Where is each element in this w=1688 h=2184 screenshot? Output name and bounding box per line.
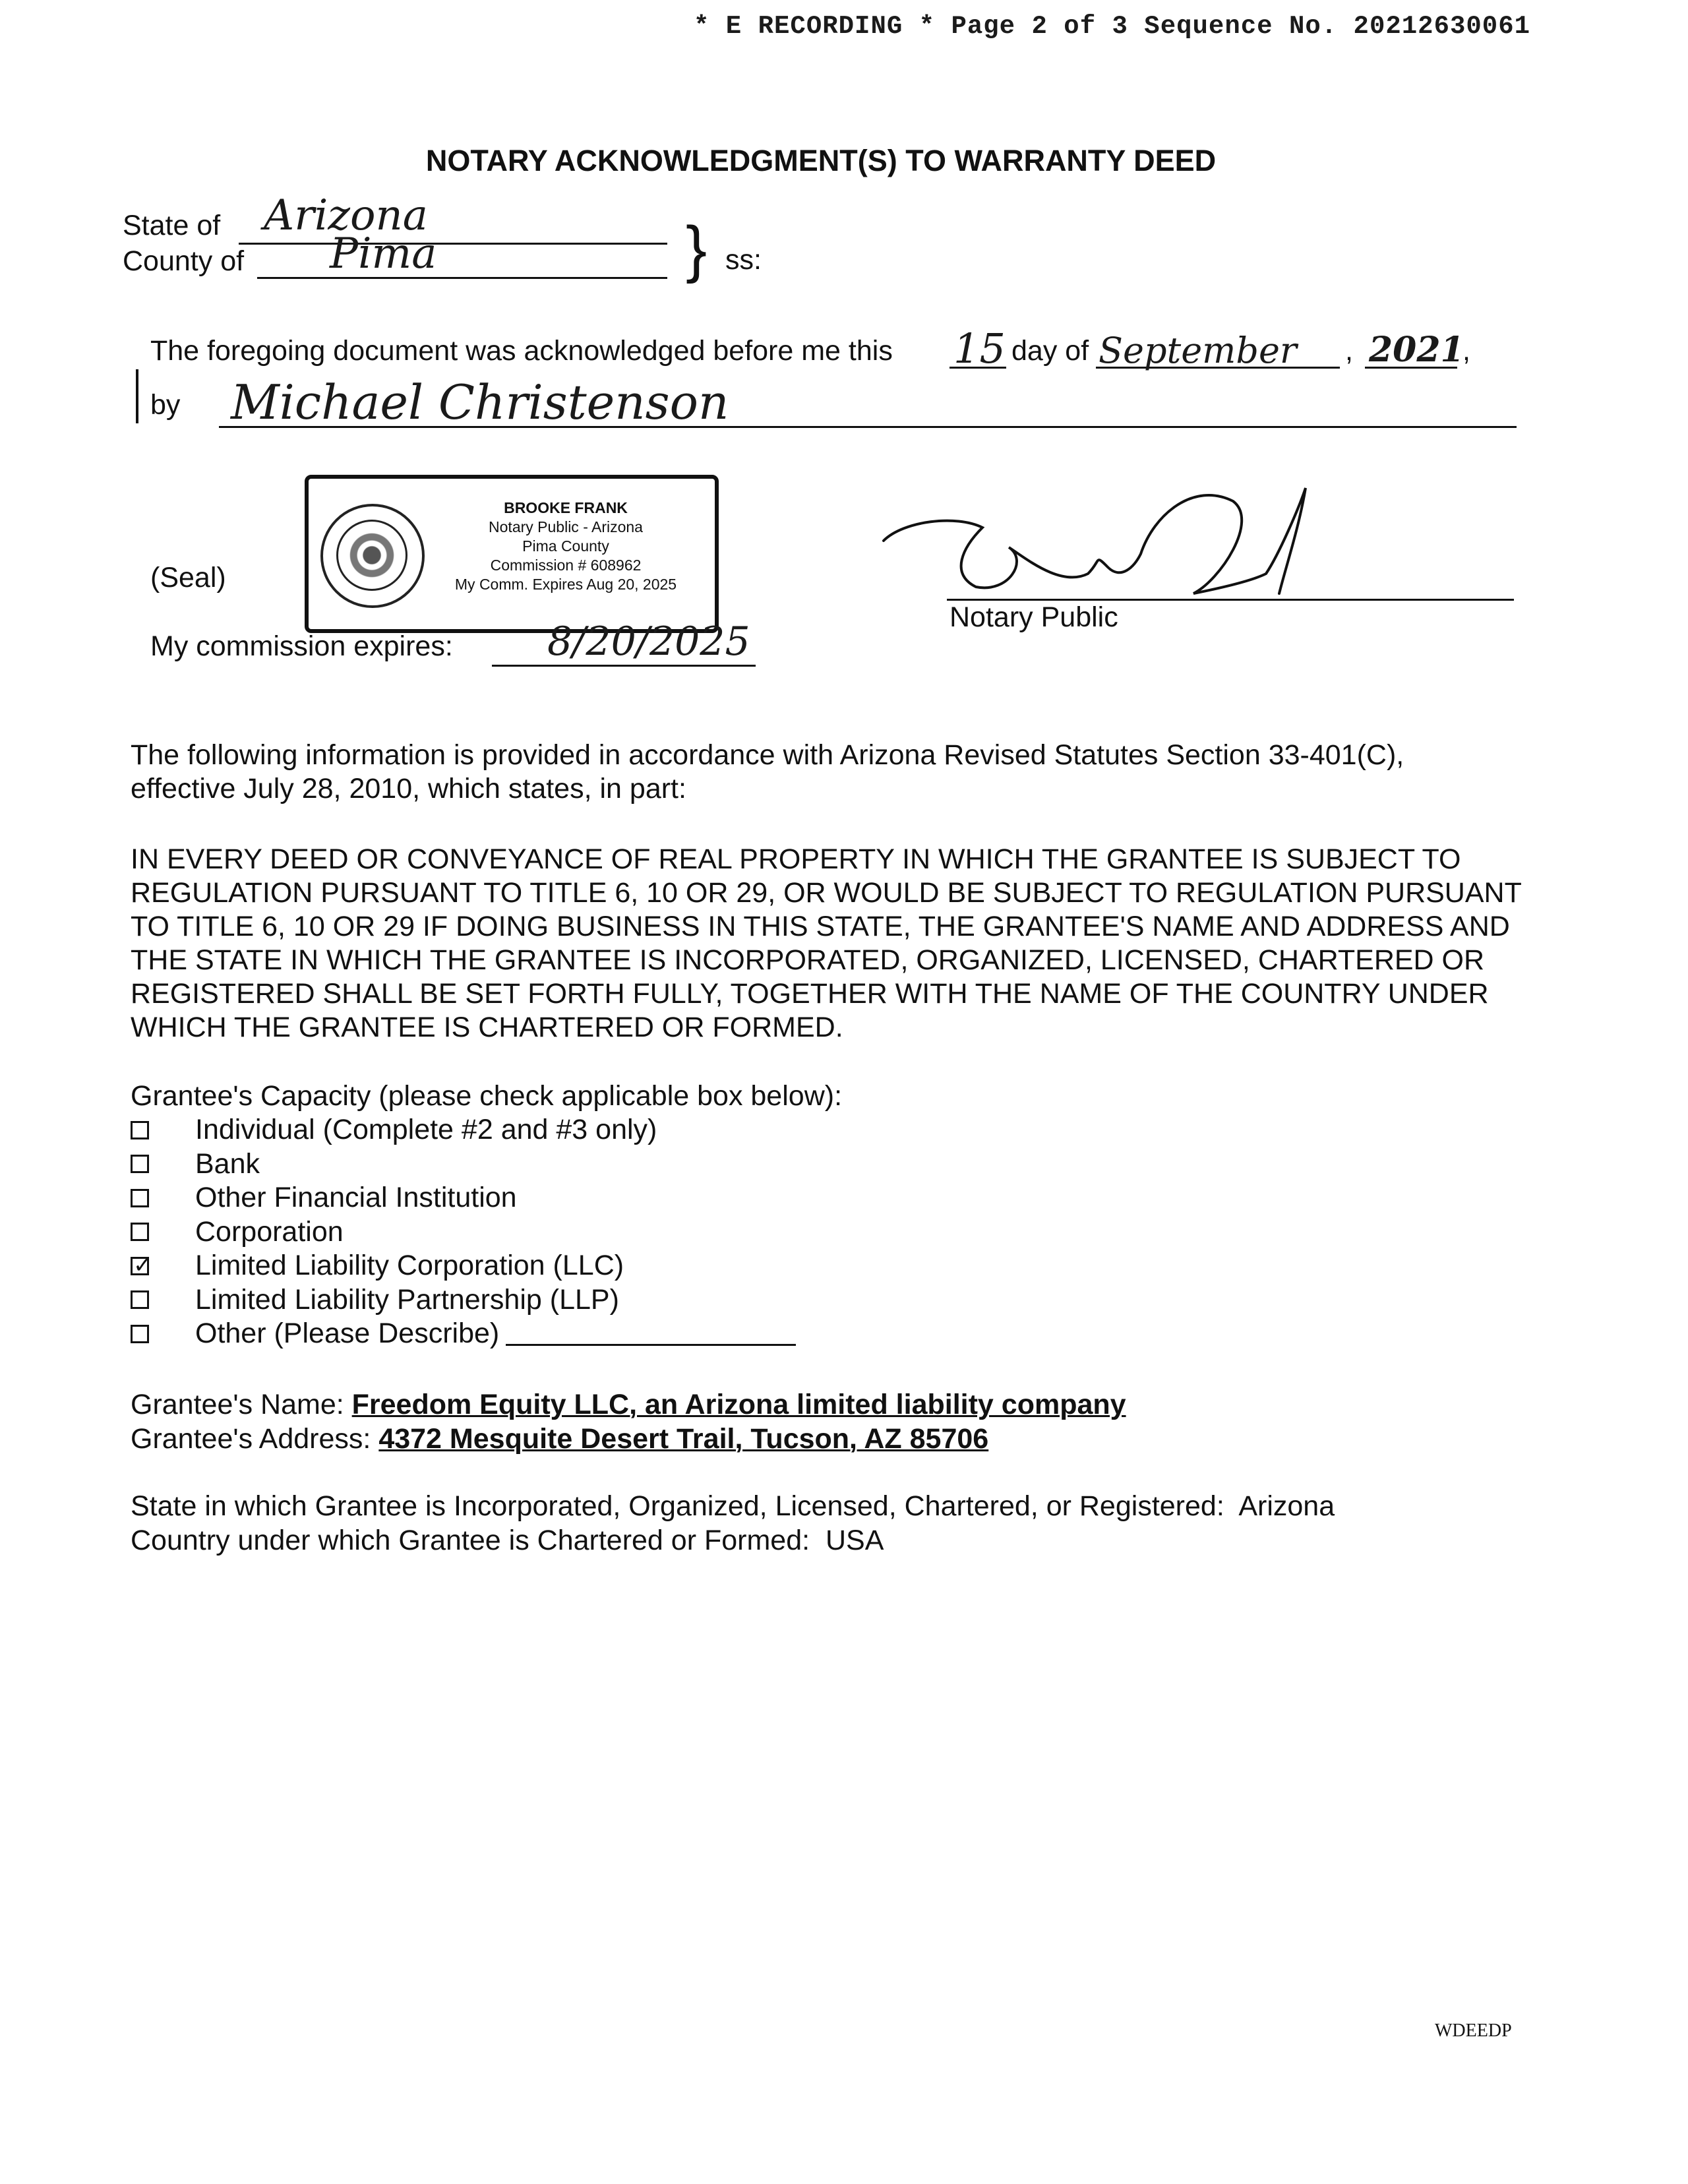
capacity-option-label: Other (Please Describe) <box>195 1318 500 1350</box>
statute-intro: The following information is provided in accordance with Arizona Revised Statutes Section 33-401(C), effective July 28, 2010, which states, in part: <box>131 739 1404 804</box>
grantee-state-value: Arizona <box>1238 1490 1335 1522</box>
capacity-heading: Grantee's Capacity (please check applicable box below): <box>131 1080 843 1112</box>
acknowledgment-sentence: The foregoing document was acknowledged before me this <box>150 335 893 367</box>
checkbox-other[interactable] <box>131 1325 149 1343</box>
day-of-label: day of <box>1011 335 1089 367</box>
capacity-option-label: Bank <box>195 1147 260 1180</box>
capacity-list <box>131 1113 796 1351</box>
capacity-option-individual <box>131 1113 796 1147</box>
stamp-notary-name: BROOKE FRANK <box>504 499 628 516</box>
capacity-option-bank <box>131 1147 796 1182</box>
stamp-text <box>434 499 698 594</box>
capacity-option-label: Other Financial Institution <box>195 1182 517 1214</box>
grantee-name-value: Freedom Equity LLC, an Arizona limited liability company <box>351 1389 1126 1420</box>
state-label: State of <box>123 210 221 241</box>
checkbox-individual[interactable] <box>131 1121 149 1139</box>
statute-quote: IN EVERY DEED OR CONVEYANCE OF REAL PROPERTY IN WHICH THE GRANTEE IS SUBJECT TO REGULATION PURSUANT TO TITLE 6, 10 OR 29, OR WOULD BE SUBJECT TO REGULATION PURSUANT TO TITLE 6, 10 OR 29 IF DOING BUSINESS IN THIS STATE, THE GRANTEE'S NAME AND ADDRESS AND THE STATE IN WHICH THE GRANTEE IS INCORPORATED, ORGANIZED, LICENSED, CHARTERED OR REGISTERED SHALL BE SET FORTH FULLY, TOGETHER WITH THE NAME OF THE COUNTRY UNDER WHICH THE GRANTEE IS CHARTERED OR FORMED. <box>131 843 1522 1043</box>
capacity-option-label: Limited Liability Partnership (LLP) <box>195 1283 619 1316</box>
venue-brace: } <box>686 214 708 284</box>
month-value: September <box>1099 330 1297 371</box>
capacity-option-label: Corporation <box>195 1215 344 1248</box>
stamp-notary-title: Notary Public - Arizona <box>489 518 643 535</box>
county-line <box>257 277 667 279</box>
state-seal-icon <box>320 504 425 608</box>
grantee-country-value: USA <box>825 1525 884 1556</box>
checkbox-other-financial[interactable] <box>131 1189 149 1207</box>
checkbox-llc[interactable] <box>131 1257 149 1275</box>
grantee-name-label: Grantee's Name: <box>131 1389 344 1420</box>
day-value: 15 <box>953 324 1006 373</box>
signer-value: Michael Christenson <box>231 375 729 430</box>
grantee-address-label: Grantee's Address: <box>131 1423 371 1455</box>
grantee-address-row <box>131 1423 988 1455</box>
capacity-option-llc <box>131 1249 796 1283</box>
notary-signature-line <box>947 599 1514 601</box>
checkbox-corporation[interactable] <box>131 1223 149 1241</box>
state-value: Arizona <box>264 191 428 240</box>
seal-label: (Seal) <box>150 562 226 593</box>
capacity-option-corporation <box>131 1215 796 1250</box>
grantee-state-label: State in which Grantee is Incorporated, Organized, Licensed, Chartered, or Registered: <box>131 1490 1224 1522</box>
commission-expires-value: 8/20/2025 <box>547 619 750 665</box>
stamp-expires: My Comm. Expires Aug 20, 2025 <box>454 576 677 593</box>
year-value: 2021 <box>1369 330 1464 370</box>
ss-label: ss: <box>725 244 762 276</box>
document-title: NOTARY ACKNOWLEDGMENT(S) TO WARRANTY DEED <box>425 144 1217 177</box>
stamp-county: Pima County <box>522 537 609 555</box>
county-value: Pima <box>330 229 437 278</box>
comma: , <box>1462 335 1470 367</box>
other-describe-line[interactable] <box>506 1321 796 1346</box>
grantee-name-row <box>131 1389 1126 1421</box>
notary-stamp <box>305 475 719 633</box>
margin-mark <box>136 369 138 423</box>
notary-public-label: Notary Public <box>950 601 1118 633</box>
stamp-commission: Commission # 608962 <box>490 557 642 574</box>
commission-expires-label: My commission expires: <box>150 630 453 662</box>
by-label: by <box>150 389 181 421</box>
checkbox-llp[interactable] <box>131 1290 149 1309</box>
grantee-country-label: Country under which Grantee is Chartered or Formed: <box>131 1525 810 1556</box>
capacity-option-label: Individual (Complete #2 and #3 only) <box>195 1114 657 1146</box>
capacity-option-other <box>131 1317 796 1351</box>
commission-expires-line <box>492 665 756 667</box>
notary-signature <box>877 475 1339 607</box>
state-line <box>239 243 667 245</box>
capacity-option-llp <box>131 1283 796 1318</box>
checkbox-bank[interactable] <box>131 1155 149 1173</box>
capacity-option-label: Limited Liability Corporation (LLC) <box>195 1250 624 1282</box>
grantee-state-row <box>131 1490 1335 1523</box>
recording-header: * E RECORDING * Page 2 of 3 Sequence No. 20212630061 <box>694 12 1530 41</box>
capacity-option-other-financial <box>131 1181 796 1215</box>
grantee-country-row <box>131 1525 884 1557</box>
form-code: WDEEDP <box>1435 2020 1512 2041</box>
grantee-address-value: 4372 Mesquite Desert Trail, Tucson, AZ 85706 <box>378 1423 989 1455</box>
comma: , <box>1345 335 1353 367</box>
county-label: County of <box>123 245 245 277</box>
